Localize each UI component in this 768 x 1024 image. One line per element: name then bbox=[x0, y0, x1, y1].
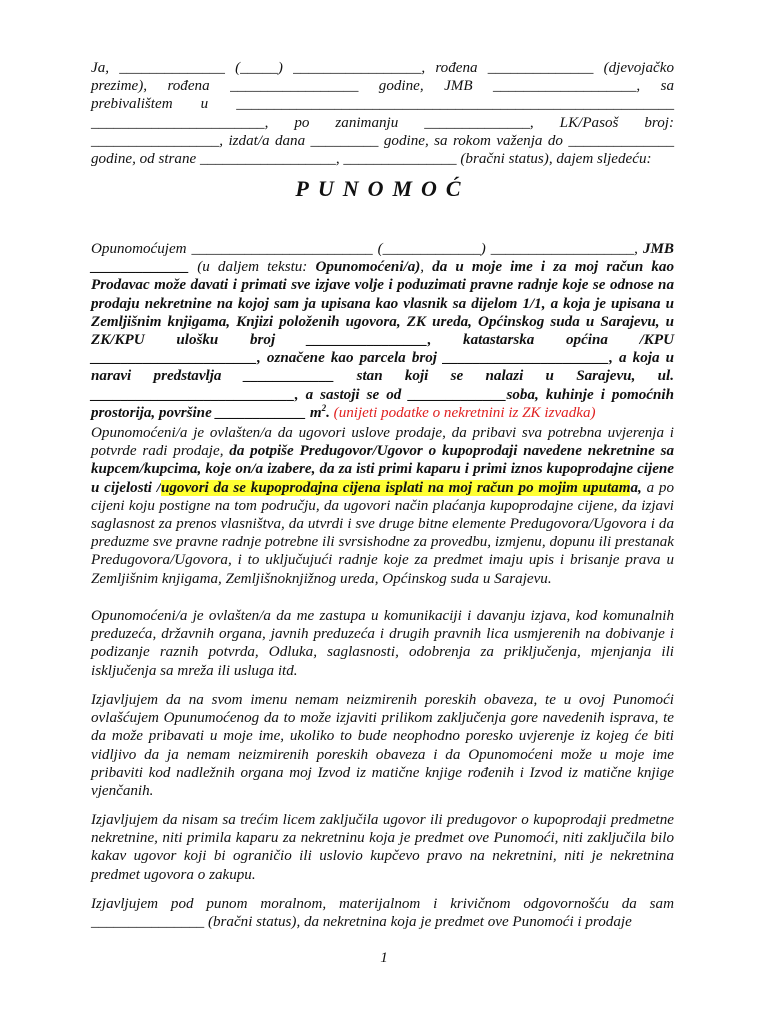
p1-comma: , bbox=[420, 259, 433, 276]
representation-paragraph: Opunomoćeni/a je ovlašten/a da me zastupa u komunikaciji i davanju izjava, kod komunalnih preduzeća, državnih organa, javnih preduzeća i drugih pravnih lica usmjerenih na dobivanje i podizanje raznih potvrda, Odluka, saglasnosti, odobrenja za priključenja, mjenjanja ili isključenja sa mreža ili usluga itd. bbox=[91, 608, 674, 679]
sale-conditions-paragraph bbox=[91, 424, 674, 588]
no-third-party-paragraph: Izjavljujem da nisam sa trećim licem zaključila ugovor ili predugovor o kupoprodaji predmetne nekretnine, niti primila kaparu za nekretninu koja je predmet ove Punomoći, niti zaključila bilo kakav ugovor koji bi ograničio ili uslovio kupčevo pravo na nekretnini, niti je nekretnina predmet ugovora o zakupu. bbox=[91, 812, 674, 883]
intro-line-5: _________________, izdat/a dana _________ godine, sa rokom važenja do ______________ bbox=[91, 132, 674, 149]
p1-period: . bbox=[326, 404, 330, 421]
tax-paragraph: Izjavljujem da na svom imenu nemam neizmirenih poreskih obaveza, te u ovoj Punomoći ovlašćujem Opunumoćenog da to može izjaviti prilikom zaključenja gore navedenih isprava, te da može pribavati u moje ime, ukoliko to bude neophodno poresko uvjerenje iz kojeg će biti vidljivo da ja nemam neizmirenih poreskih obaveza i da Opunomoćeni može u moje ime pribaviti kod nadležnih organa moj Izvod iz matične knjige rođenih i Izvod iz matične knjige vjenčanih. bbox=[91, 692, 674, 800]
p1-jmb: JMB _____________ bbox=[91, 241, 674, 276]
p1-daljem: (u daljem tekstu: bbox=[189, 259, 316, 276]
p2-rest: a po cijeni koju postigne na tom području, da ugovori način plaćanja kupoprodajne cijene, da izjavi saglasnost za prenos vlasništva, da utvrdi i sve druge bitne elemente Predugovora/Ugovora i da preduzme sve pravne radnje potrebne ili svrsishodne za provedbu, izmjenu, dopunu ili prestanak Predugovora/Ugovora, i to uključujući radnje koje za predmet imaju upis i brisanje prava u Zemljišnim knjigama, Zemljišnoknjižnog ureda, Općinskog suda u Sarajevu. bbox=[91, 479, 674, 587]
p2-bold: da potpiše Predugovor/Ugovor o kupoprodaji navedene nekretnine sa kupcem/kupcima, koje on/a izabere, da za isti primi kaparu i primi iznos kupoprodajne cijene u cijelosti / bbox=[91, 443, 674, 496]
p1-opunomoceni: Opunomoćeni/a) bbox=[315, 259, 421, 276]
p1-opening: Opunomoćujem ________________________ (_____________) ___________________, bbox=[91, 241, 638, 257]
authorization-paragraph bbox=[91, 240, 674, 422]
intro-line-6: godine, od strane __________________, _______________ (bračni status), dajem sljedeću: bbox=[91, 151, 652, 168]
intro-line-1: Ja, ______________ (_____) _________________, rođena ______________ (djevojačko bbox=[91, 60, 674, 76]
document-title: PUNOMOĆ bbox=[295, 176, 470, 201]
intro-line-4: _______________________, po zanimanju ______________, LK/Pasoš broj: bbox=[91, 114, 674, 131]
intro-line-3: prebivalištem u __________________________________________________________ bbox=[91, 96, 674, 113]
p2-bold-tail: a, bbox=[630, 479, 642, 496]
liability-paragraph: Izjavljujem pod punom moralnom, materijalnom i krivičnom odgovornošću da sam _______________ (bračni status), da nekretnina koja je predmet ove Punomoći i prodaje bbox=[91, 896, 674, 931]
intro-paragraph bbox=[91, 59, 674, 168]
p1-scope: da u moje ime i za moj račun kao Prodavac može davati i primati sve izjave volje i poduzimati pravne radnje koje se odnose na prodaju nekretnine na kojoj sam ja upisana kao vlasnik sa dijelom 1/1, a koja je upisana u Zemljišnim knjigama, Knjizi položenih ugovora, ZK ureda, Općinskog suda u Sarajevu, u ZK/KPU ulošku broj ________________, katastarska općina /KPU ______________________, označene kao parcela broj ______________________, a koja u naravi predstavlja ____________ stan koji se nalazi u Sarajevu, ul. ___________________________, a sastoji se od _____________soba, kuhinje i pomoćnih prostorija, površine ____________ m bbox=[91, 259, 675, 421]
p2-intro: Opunomoćeni/a je ovlašten/a da ugovori uslove prodaje, da pribavi sva potrebna uvjerenja i potvrde radi prodaje, bbox=[91, 425, 674, 460]
p2-highlight: ugovori da se kupoprodajna cijena isplati na moj račun po mojim uputam bbox=[160, 479, 631, 496]
intro-line-2: prezime), rođena _________________ godine, JMB ___________________, sa bbox=[91, 78, 674, 95]
p1-superscript: 2 bbox=[321, 402, 327, 413]
page-number: 1 bbox=[380, 950, 388, 966]
p1-red-note: (unijeti podatke o nekretnini iz ZK izvadka) bbox=[329, 404, 596, 421]
